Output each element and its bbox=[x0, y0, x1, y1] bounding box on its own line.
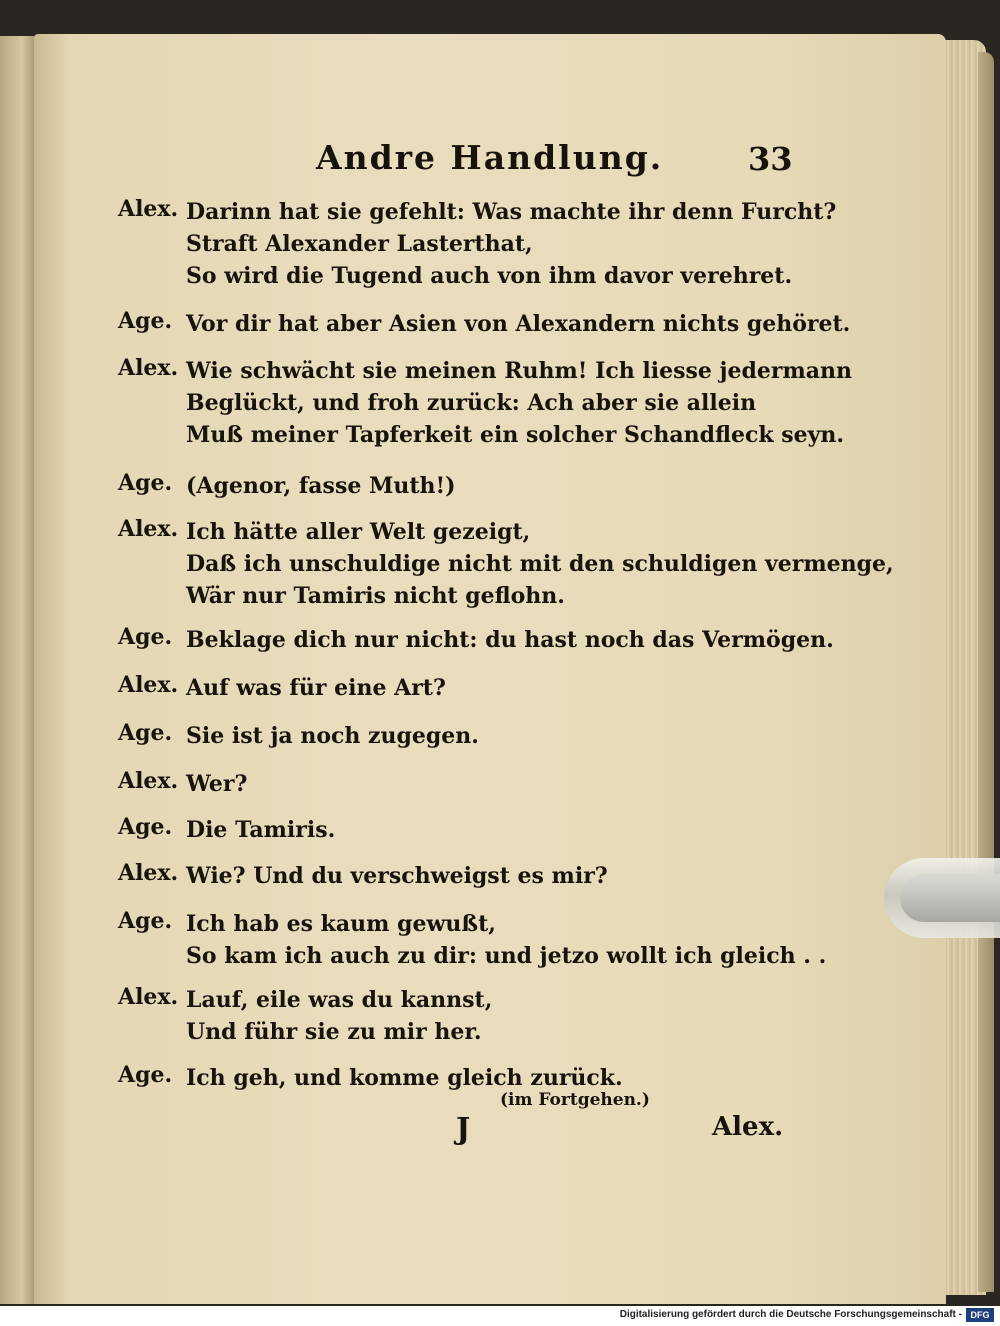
speaker-label: Alex. bbox=[118, 860, 179, 886]
speech-line: Ich geh, und komme gleich zurück. bbox=[186, 1065, 623, 1091]
speech-line: Und führ sie zu mir her. bbox=[186, 1019, 482, 1045]
speech-line: Straft Alexander Lasterthat, bbox=[186, 231, 533, 257]
speaker-label: Age. bbox=[118, 720, 173, 746]
speaker-label: Alex. bbox=[118, 984, 179, 1010]
page-number: 33 bbox=[748, 140, 793, 178]
speech-block bbox=[118, 516, 894, 612]
speech-block bbox=[118, 720, 798, 752]
speech-block bbox=[118, 768, 798, 800]
speaker-label: Alex. bbox=[118, 196, 179, 222]
signature-mark: J bbox=[456, 1112, 471, 1147]
speaker-label: Age. bbox=[118, 624, 173, 650]
speech-line: Die Tamiris. bbox=[186, 817, 336, 843]
speaker-label: Age. bbox=[118, 908, 173, 934]
speech-block bbox=[118, 308, 851, 340]
speech-line: Ich hab es kaum gewußt, bbox=[186, 911, 496, 937]
speaker-label: Age. bbox=[118, 1062, 173, 1088]
catchword: Alex. bbox=[712, 1112, 784, 1142]
page-clip-inner bbox=[900, 874, 1000, 922]
running-header bbox=[0, 138, 1000, 188]
speech-line: Daß ich unschuldige nicht mit den schuldigen vermenge, bbox=[186, 551, 894, 577]
speech-line: Lauf, eile was du kannst, bbox=[186, 987, 493, 1013]
speech-line: Ich hätte aller Welt gezeigt, bbox=[186, 519, 531, 545]
speech-block bbox=[118, 984, 798, 1048]
speech-line: Muß meiner Tapferkeit ein solcher Schandfleck seyn. bbox=[186, 422, 845, 448]
speech-block bbox=[118, 196, 837, 292]
speaker-label: Alex. bbox=[118, 355, 179, 381]
speech-line: Vor dir hat aber Asien von Alexandern nichts gehöret. bbox=[186, 311, 851, 337]
speech-line: So kam ich auch zu dir: und jetzo wollt ich gleich . . bbox=[186, 943, 827, 969]
speech-line: Darinn hat sie gefehlt: Was machte ihr denn Furcht? bbox=[186, 199, 837, 225]
speaker-label: Age. bbox=[118, 814, 173, 840]
stage-direction: (im Fortgehen.) bbox=[500, 1090, 650, 1110]
speech-block bbox=[118, 624, 834, 656]
speech-line: So wird die Tugend auch von ihm davor verehret. bbox=[186, 263, 793, 289]
speech-line: Beklage dich nur nicht: du hast noch das Vermögen. bbox=[186, 627, 834, 653]
speech-line: Wer? bbox=[186, 771, 248, 797]
speaker-label: Alex. bbox=[118, 516, 179, 542]
speech-line: Auf was für eine Art? bbox=[186, 675, 446, 701]
footer-credit: Digitalisierung gefördert durch die Deutsche Forschungsgemeinschaft - bbox=[619, 1309, 962, 1320]
speech-line: Wär nur Tamiris nicht geflohn. bbox=[186, 583, 565, 609]
speech-block bbox=[118, 470, 798, 502]
speaker-label: Alex. bbox=[118, 672, 179, 698]
speaker-label: Alex. bbox=[118, 768, 179, 794]
speech-block bbox=[118, 672, 798, 704]
speech-line: Sie ist ja noch zugegen. bbox=[186, 723, 479, 749]
speech-block bbox=[118, 1062, 798, 1094]
dfg-logo: DFG bbox=[966, 1308, 994, 1322]
speech-block bbox=[118, 860, 798, 892]
running-title: Andre Handlung. bbox=[316, 138, 664, 177]
speech-line: Wie schwächt sie meinen Ruhm! Ich liesse jedermann bbox=[186, 358, 852, 384]
speaker-label: Age. bbox=[118, 308, 173, 334]
speech-block bbox=[118, 814, 798, 846]
speech-block bbox=[118, 355, 852, 451]
speech-block bbox=[118, 908, 827, 972]
cover-edge bbox=[978, 52, 994, 1292]
speech-line: Beglückt, und froh zurück: Ach aber sie allein bbox=[186, 390, 757, 416]
speech-line: (Agenor, fasse Muth!) bbox=[186, 473, 456, 499]
facing-page-edge bbox=[0, 36, 36, 1304]
speech-line: Wie? Und du verschweigst es mir? bbox=[186, 863, 608, 889]
speaker-label: Age. bbox=[118, 470, 173, 496]
footer-bar bbox=[0, 1306, 1000, 1326]
